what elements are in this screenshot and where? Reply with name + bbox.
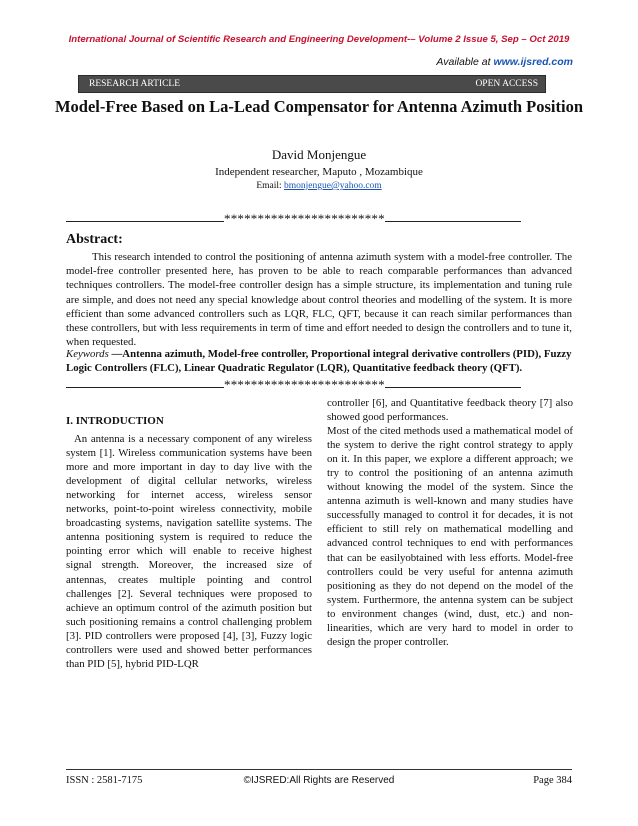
availability-line <box>436 56 573 68</box>
top-divider <box>66 212 572 226</box>
divider-stars: ************************ <box>224 378 385 392</box>
intro-paragraph-continued: controller [6], and Quantitative feedback theory [7] also showed good performances. <box>327 397 573 424</box>
abstract-text: This research intended to control the positioning of antenna azimuth system with a model-free controller. The model-free controller presented here, has proven to be able to reach comparable performances than advanced techniques controllers. The model-free controller design has a simple structure, its implementation and tuning rule are simple, and does not need any special knowledge about control theories and modelling of the system. It is more efficient than some advanced controllers such as LQR, FLC, QFT, because it can reach similar performances than these controllers, but with less requirements in term of time and effort needed to design the controllers and to tune it, when requested. <box>66 251 572 349</box>
author-affiliation: Independent researcher, Maputo , Mozambique <box>215 166 423 178</box>
article-type: RESEARCH ARTICLE <box>89 79 181 89</box>
paper-title: Model-Free Based on La-Lead Compensator for Antenna Azimuth Position <box>54 97 583 116</box>
journal-header: International Journal of Scientific Research and Engineering Development-– Volume 2 Issue 5, Sep – Oct 2019 <box>68 34 570 45</box>
article-banner <box>78 75 546 93</box>
abstract-heading: Abstract: <box>66 232 123 247</box>
journal-url-link[interactable]: www.ijsred.com <box>493 56 573 68</box>
page-number: Page 384 <box>533 775 572 786</box>
issn: ISSN : 2581-7175 <box>66 775 143 786</box>
email-link[interactable]: bmonjengue@yahoo.com <box>284 181 382 191</box>
intro-paragraph-2: Most of the cited methods used a mathematical model of the system to derive the right control strategy to apply on it. In this paper, we explore a different approach; we try to control the positioning of an antenna azimuth without knowing the model of the system. Since the antenna azimuth is well-known and many studies have successfully managed to control it for decades, it is not efficient to still rely on mathematical modelling and advanced control techniques to end with performances that can be easilyobtained with less efforts. Model-free controllers could be very useful for antenna azimuth positioning as they do not depend on the model of the system. Furthermore, the antenna system can be subject to environment changes (wind, dust, etc.) and non-linearities, which are very hard to model in order to design the proper controller. <box>327 425 573 648</box>
email-label: Email: <box>256 181 285 191</box>
copyright: ©IJSRED:All Rights are Reserved <box>243 775 395 786</box>
intro-paragraph: An antenna is a necessary component of any wireless system [1]. Wireless communication systems have been more and more important in day to day live with the development of digital cellular networks, wireless networking for internet access, wireless sensor networks, point-to-point wireless connectivity, mobile broadcasting systems, navigation satellite systems. The antenna positioning system is required to reduce the pointing error which will enable to receive highest signal strength. Moreover, the increased size of antennas, creates multiple pointing and control challenges [2]. Several techniques were proposed to achieve an optimum control of the azimuth position but such positioning remains a control challenging problem [3]. PID controllers were proposed [4], [3], Fuzzy logic controllers were used and showed better performances than PID [5], hybrid PID-LQR <box>66 433 312 670</box>
keywords <box>66 347 572 375</box>
right-column <box>327 396 573 649</box>
bottom-divider <box>66 378 572 392</box>
page-footer <box>66 775 572 789</box>
author-name: David Monjengue <box>271 147 367 162</box>
divider-stars: ************************ <box>224 212 385 226</box>
footer-rule <box>66 769 572 770</box>
author-email-line <box>0 181 638 191</box>
left-column <box>66 414 312 671</box>
section-heading: I. INTRODUCTION <box>66 415 164 427</box>
access-type: OPEN ACCESS <box>475 79 538 89</box>
keywords-label: Keywords <box>66 348 109 360</box>
availability-label: Available at <box>436 56 494 68</box>
keywords-text: —Antenna azimuth, Model-free controller, Proportional integral derivative controllers (PID), Fuzzy Logic Controllers (FLC), Linear Quadratic Regulator (LQR), Quantitative feedback theory (QFT). <box>66 348 572 375</box>
